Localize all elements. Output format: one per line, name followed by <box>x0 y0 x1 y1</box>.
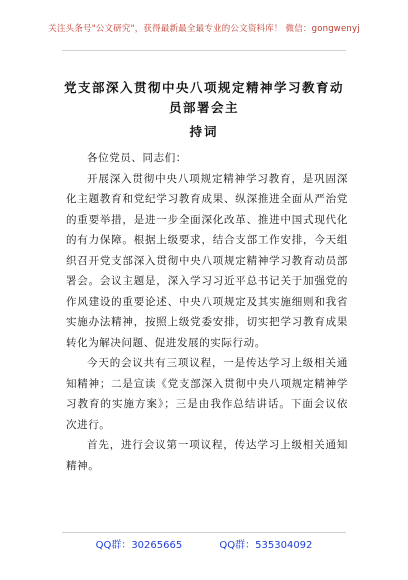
paragraph-intro: 开展深入贯彻中央八项规定精神学习教育，是巩固深化主题教育和党纪学习教育成果、纵深推进全面从严治党的重要举措，是进一步全面深化改革、推进中国式现代化的有力保障。根据上级要求，结合支部工作安排，今天组织召开党支部深入贯彻中央八项规定精神学习教育动员部署会。会议主题是，深入学习习近平总书记关于加强党的作风建设的重要论述、中央八项规定及其实施细则和我省实施办法精神，按照上级党委安排，切实把学习教育成果转化为解决问题、促进发展的实际行动。 <box>66 172 348 349</box>
document-body <box>66 148 348 476</box>
document-title: 党支部深入贯彻中央八项规定精神学习教育动员部署会主 <box>63 80 344 115</box>
header-banner: 关注头条号"公文研究"，获得最新最全最专业的公文资料库！ 微信：gongwenyj <box>48 24 360 34</box>
footer-divider <box>62 532 346 533</box>
footer-contacts <box>0 536 408 551</box>
document-title-continuation: 持词 <box>189 124 219 139</box>
qq-group-2[interactable]: QQ群：535304092 <box>219 540 313 551</box>
qq-group-1[interactable]: QQ群：30265665 <box>95 540 183 551</box>
header-divider <box>62 50 346 51</box>
paragraph-first-item: 首先，进行会议第一项议程，传达学习上级相关通知精神。 <box>66 439 348 472</box>
paragraph-agenda: 今天的会议共有三项议程，一是传达学习上级相关通知精神；二是宣读《党支部深入贯彻中央八项规定精神学习教育的实施方案》；三是由我作总结讲话。下面会议依次进行。 <box>66 357 348 431</box>
salutation: 各位党员、同志们： <box>87 152 187 164</box>
